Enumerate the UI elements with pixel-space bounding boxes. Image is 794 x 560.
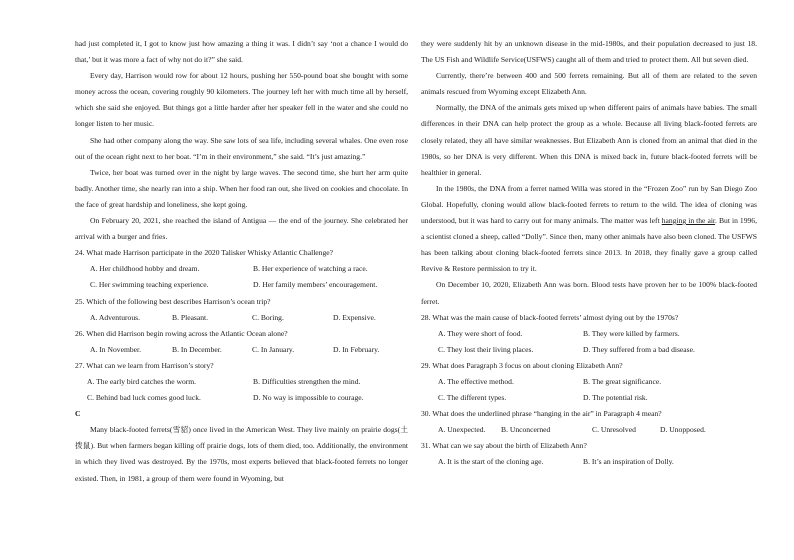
section-heading: C bbox=[75, 409, 81, 419]
question-31-stem: 31. What can we say about the birth of Elizabeth Ann? bbox=[421, 441, 587, 451]
question-30-options-row bbox=[421, 422, 757, 438]
question-28-options-row bbox=[421, 342, 757, 358]
question-28-options-row bbox=[421, 326, 757, 342]
option-d: D. Unopposed. bbox=[660, 425, 706, 435]
option-c: C. Boring. bbox=[252, 312, 284, 322]
right-column bbox=[421, 36, 757, 471]
option-b: B. Unconcerned bbox=[501, 425, 551, 435]
passage-c-paragraph: Normally, the DNA of the animals gets mixed up when different pairs of animals have babies. The small differences in their DNA can help protect the group as a whole. Because all living black-footed ferrets are closely related, they all have similar weaknesses. But Elizabeth Ann is cloned from an animal that died in the 1980s, so her DNA is very different. When this DNA is mixed back in, future black-footed ferrets will be healthier in general. bbox=[421, 103, 757, 177]
question-25-stem: 25. Which of the following best describes Harrison’s ocean trip? bbox=[75, 296, 271, 306]
option-b: B. The great significance. bbox=[583, 376, 662, 386]
passage-b-paragraph: She had other company along the way. She saw lots of sea life, including several whales. One even rose out of the ocean right next to her boat. “I’m in their environment,” she said. “It’s just amazing.” bbox=[75, 135, 408, 161]
question-31-options-row bbox=[421, 454, 757, 470]
option-d: D. The potential risk. bbox=[583, 393, 648, 403]
passage-c-paragraph: On December 10, 2020, Elizabeth Ann was born. Blood tests have proven her to be 100% black-footed ferret. bbox=[421, 280, 757, 306]
option-c: C. They lost their living places. bbox=[438, 344, 534, 354]
passage-b-paragraph: On February 20, 2021, she reached the island of Antigua — the end of the journey. She celebrated her arrival with a burger and fries. bbox=[75, 216, 408, 242]
option-a: A. It is the start of the cloning age. bbox=[438, 457, 544, 467]
option-a: A. They were short of food. bbox=[438, 328, 523, 338]
option-b: B. It’s an inspiration of Dolly. bbox=[583, 457, 674, 467]
option-a: A. The effective method. bbox=[438, 376, 514, 386]
option-c: C. Unresolved bbox=[592, 425, 636, 435]
question-28-stem: 28. What was the main cause of black-footed ferrets’ almost dying out by the 1970s? bbox=[421, 312, 679, 322]
underlined-phrase: hanging in the air bbox=[661, 216, 716, 226]
option-c: C. The different types. bbox=[438, 393, 507, 403]
option-b: B. In December. bbox=[172, 344, 222, 354]
option-d: D. Her family members’ encouragement. bbox=[253, 280, 378, 290]
option-b: B. Her experience of watching a race. bbox=[253, 264, 368, 274]
question-25-options-row bbox=[75, 310, 408, 326]
passage-b-paragraph: had just completed it, I got to know just how amazing a thing it was. I didn’t say ‘not a chance I would do that,’ but it was more a fact of why not do it?” she said. bbox=[75, 39, 408, 65]
question-24-stem: 24. What made Harrison participate in the 2020 Talisker Whisky Atlantic Challenge? bbox=[75, 248, 334, 258]
paragraph-text: . But in 1996, a scientist cloned a sheep, called “Dolly”. Since then, many other animals have also been cloned. The USFWS has been talking about cloning black-footed ferrets since 2013. In 2018, they finally gave a group called Revive & Restore permission to try it. bbox=[421, 216, 757, 274]
option-c: C. Her swimming teaching experience. bbox=[90, 280, 209, 290]
question-24-options-row bbox=[75, 261, 408, 277]
option-b: B. They were killed by farmers. bbox=[583, 328, 680, 338]
option-d: D. No way is impossible to courage. bbox=[253, 393, 364, 403]
option-b: B. Pleasant. bbox=[172, 312, 209, 322]
question-27-stem: 27. What can we learn from Harrison’s story? bbox=[75, 360, 214, 370]
left-column bbox=[75, 36, 408, 487]
option-c: C. In January. bbox=[252, 344, 295, 354]
option-a: A. Unexpected. bbox=[438, 425, 486, 435]
question-30-stem: 30. What does the underlined phrase “hanging in the air” in Paragraph 4 mean? bbox=[421, 409, 662, 419]
option-d: D. In February. bbox=[333, 344, 380, 354]
question-27-options-row bbox=[75, 390, 408, 406]
option-a: A. In November. bbox=[90, 344, 142, 354]
passage-c-paragraph bbox=[421, 181, 757, 278]
question-29-options-row bbox=[421, 390, 757, 406]
question-29-stem: 29. What does Paragraph 3 focus on about cloning Elizabeth Ann? bbox=[421, 360, 623, 370]
option-b: B. Difficulties strengthen the mind. bbox=[253, 376, 361, 386]
question-26-options-row bbox=[75, 342, 408, 358]
question-24-options-row bbox=[75, 277, 408, 293]
option-a: A. Her childhood hobby and dream. bbox=[90, 264, 200, 274]
option-c: C. Behind bad luck comes good luck. bbox=[87, 393, 201, 403]
option-a: A. The early bird catches the worm. bbox=[87, 376, 197, 386]
passage-b-paragraph: Twice, her boat was turned over in the night by large waves. The second time, she hurt her arm quite badly. Another time, she nearly ran into a ship. When her food ran out, she lived on cookies and chocolate. In the face of great hardship and loneliness, she kept going. bbox=[75, 167, 408, 209]
passage-c-paragraph: Many black-footed ferrets(雪貂) once lived in the American West. They live mainly on prairie dogs(土拨鼠). But when farmers began killing off prairie dogs, lots of them died, too. Additionally, the environment in which they lived was destroyed. By the 1970s, most experts believed that black-footed ferrets no longer existed. Then, in 1981, a group of them were found in Wyoming, but bbox=[75, 425, 408, 483]
option-a: A. Adventurous. bbox=[90, 312, 140, 322]
question-26-stem: 26. When did Harrison begin rowing across the Atlantic Ocean alone? bbox=[75, 328, 288, 338]
option-d: D. Expensive. bbox=[333, 312, 376, 322]
passage-c-paragraph: Currently, there’re between 400 and 500 ferrets remaining. But all of them are related to the seven animals rescued from Wyoming except Elizabeth Ann. bbox=[421, 71, 757, 97]
passage-b-paragraph: Every day, Harrison would row for about 12 hours, pushing her 550-pound boat she bought with some money across the ocean, covering roughly 90 kilometers. The journey left her with much time all by herself, which she said she enjoyed. But things got a little harder after her speaker fell in the water and she could no longer listen to her music. bbox=[75, 71, 408, 129]
question-29-options-row bbox=[421, 374, 757, 390]
passage-c-paragraph: they were suddenly hit by an unknown disease in the mid-1980s, and their population decreased to just 18. The US Fish and Wildlife Service(USFWS) caught all of them and tried to protect them. All but seven died. bbox=[421, 39, 757, 65]
option-d: D. They suffered from a bad disease. bbox=[583, 344, 695, 354]
question-27-options-row bbox=[75, 374, 408, 390]
paragraph-text: In the 1980s, the DNA from a ferret named Willa was stored in the “Frozen Zoo” run by San Diego Zoo Global. Hopefully, cloning would allow black-footed ferrets to return to the wild. The idea of cloning was understood, but it was hard to carry out for many animals. The matter was left bbox=[421, 183, 757, 226]
